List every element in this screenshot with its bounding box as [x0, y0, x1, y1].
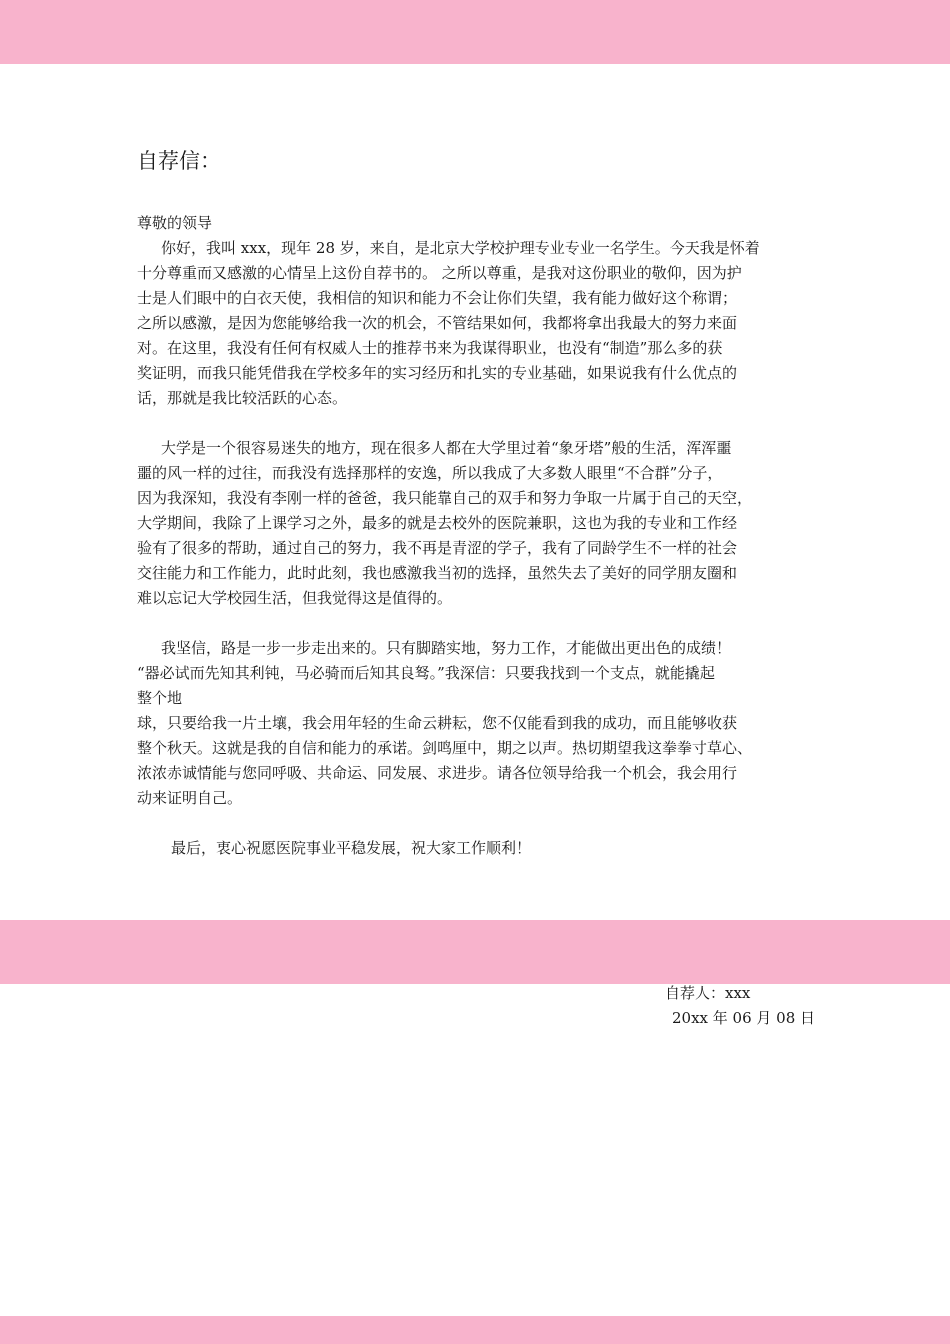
- letter-greeting: 尊敬的领导: [137, 214, 213, 232]
- paragraph-spacer: [137, 611, 817, 636]
- letter-body: [137, 211, 817, 861]
- paragraph-line: 动来证明自己。: [137, 789, 243, 807]
- letter-title: 自荐信：: [137, 149, 221, 173]
- paragraph-line: 士是人们眼中的白衣天使，我相信的知识和能力不会让你们失望，我有能力做好这个称谓；: [137, 289, 738, 307]
- paragraph-line: 整个地: [137, 689, 183, 707]
- paragraph-line: 浓浓赤诚情能与您同呼吸、共命运、同发展、求进步。请各位领导给我一个机会，我会用行: [137, 764, 738, 782]
- paragraph-line: 话，那就是我比较活跃的心态。: [137, 389, 348, 407]
- paragraph-line: 我坚信，路是一步一步走出来的。只有脚踏实地，努力工作，才能做出更出色的成绩！: [161, 639, 732, 657]
- paragraph-3: [137, 636, 817, 811]
- signature-name: 自荐人：xxx: [665, 984, 751, 1002]
- paragraph-line: 大学是一个很容易迷失的地方，现在很多人都在大学里过着“象牙塔”般的生活，浑浑噩: [161, 439, 732, 457]
- paragraph-line: 验有了很多的帮助，通过自己的努力，我不再是青涩的学子，我有了同龄学生不一样的社会: [137, 539, 738, 557]
- paragraph-line: 对。在这里，我没有任何有权威人士的推荐书来为我谋得职业，也没有“制造”那么多的获: [137, 339, 723, 357]
- paragraph-line: 奖证明，而我只能凭借我在学校多年的实习经历和扎实的专业基础，如果说我有什么优点的: [137, 364, 738, 382]
- paragraph-line: 十分尊重而又感激的心情呈上这份自荐书的。 之所以尊重，是我对这份职业的敬仰，因为护: [137, 264, 742, 282]
- signature-block: [665, 981, 815, 1031]
- paragraph-2: [137, 436, 817, 611]
- paragraph-line: 球，只要给我一片土壤，我会用年轻的生命云耕耘，您不仅能看到我的成功，而且能够收获: [137, 714, 738, 732]
- signature-date: 20xx 年 06 月 08 日: [672, 1009, 816, 1027]
- paragraph-line: 整个秋天。这就是我的自信和能力的承诺。剑鸣厘中，期之以声。热切期望我这拳拳寸草心、: [137, 739, 753, 757]
- paragraph-1: [137, 236, 817, 411]
- paragraph-line: 之所以感激，是因为您能够给我一次的机会，不管结果如何，我都将拿出我最大的努力来面: [137, 314, 738, 332]
- top-decorative-band: [0, 0, 950, 64]
- paragraph-line: “器必试而先知其利钝，马必骑而后知其良驽。”我深信：只要我找到一个支点，就能撬起: [137, 664, 715, 682]
- bottom-decorative-band: [0, 1316, 950, 1344]
- paragraph-spacer: [137, 811, 817, 836]
- paragraph-line: 难以忘记大学校园生活，但我觉得这是值得的。: [137, 589, 453, 607]
- closing-line: 最后，衷心祝愿医院事业平稳发展，祝大家工作顺利！: [171, 839, 532, 857]
- middle-decorative-band: [0, 920, 950, 984]
- paragraph-line: 你好，我叫 xxx，现年 28 岁，来自，是北京大学校护理专业专业一名学生。今天我是怀着: [161, 239, 760, 257]
- paragraph-line: 噩的风一样的过往，而我没有选择那样的安逸，所以我成了大多数人眼里“不合群”分子，: [137, 464, 723, 482]
- paragraph-line: 因为我深知，我没有李刚一样的爸爸，我只能靠自己的双手和努力争取一片属于自己的天空，: [137, 489, 753, 507]
- paragraph-line: 大学期间，我除了上课学习之外，最多的就是去校外的医院兼职，这也为我的专业和工作经: [137, 514, 738, 532]
- paragraph-line: 交往能力和工作能力，此时此刻，我也感激我当初的选择，虽然失去了美好的同学朋友圈和: [137, 564, 738, 582]
- paragraph-spacer: [137, 411, 817, 436]
